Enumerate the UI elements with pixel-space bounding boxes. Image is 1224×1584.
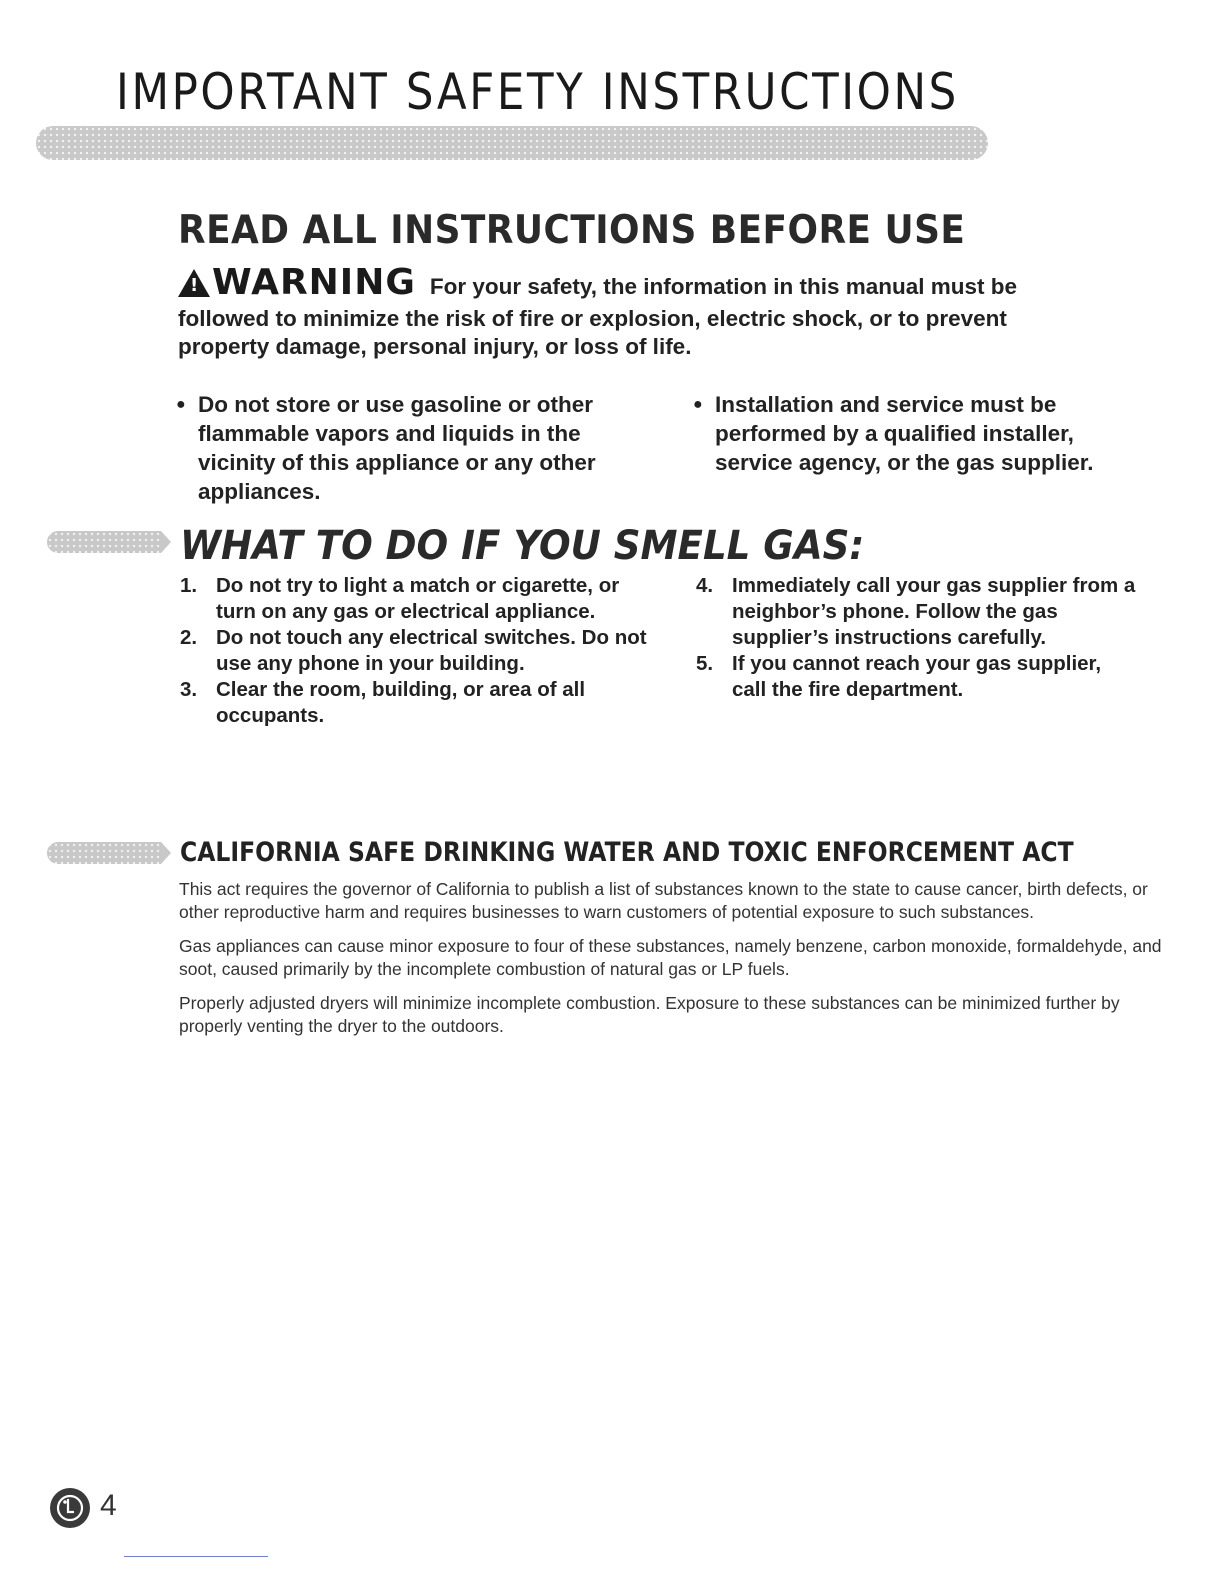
step-text: Do not try to light a match or cigarette, or turn on any gas or electrical appliance.: [216, 574, 620, 623]
warning-line: [178, 262, 1078, 303]
step-text: Immediately call your gas supplier from a neighbor’s phone. Follow the gas supplier’s instructions carefully.: [732, 574, 1136, 649]
lg-logo-icon: [50, 1488, 90, 1528]
warning-triangle-icon: [178, 269, 210, 297]
bullet-dot-icon: ●: [176, 396, 186, 413]
list-item: [696, 651, 1136, 703]
page-number: 4: [100, 1489, 117, 1522]
california-body: [179, 878, 1169, 1049]
list-item: [180, 625, 660, 677]
california-section-marker-icon: [47, 842, 161, 864]
footer-divider: [124, 1556, 268, 1557]
bullet-list-right: [693, 390, 1133, 477]
paragraph: Properly adjusted dryers will minimize incomplete combustion. Exposure to these substances can be minimized further by properly venting the dryer to the outdoors.: [179, 993, 1120, 1036]
list-item: [180, 677, 660, 729]
step-text: Clear the room, building, or area of all occupants.: [216, 678, 586, 727]
step-number: 3.: [180, 678, 198, 701]
list-item: [696, 573, 1136, 651]
paragraph: Gas appliances can cause minor exposure to four of these substances, namely benzene, carbon monoxide, formaldehyde, and soot, caused primarily by the incomplete combustion of natural gas or LP fuels.: [179, 936, 1162, 979]
bullet-text: Do not store or use gasoline or other flammable vapors and liquids in the vicinity of this appliance or any other appliances.: [198, 392, 596, 504]
bullet-text: Installation and service must be performed by a qualified installer, service agency, or the gas supplier.: [715, 392, 1094, 475]
list-item: [180, 573, 660, 625]
step-number: 2.: [180, 626, 198, 649]
bullet-dot-icon: ●: [693, 396, 703, 413]
warning-text-rest: followed to minimize the risk of fire or explosion, electric shock, or to prevent property damage, personal injury, or loss of life.: [178, 306, 1007, 359]
list-item: [693, 390, 1133, 477]
step-number: 4.: [696, 574, 714, 597]
gas-steps-right: [696, 573, 1136, 703]
warning-label: WARNING: [212, 262, 416, 303]
california-section-heading: CALIFORNIA SAFE DRINKING WATER AND TOXIC ENFORCEMENT ACT: [180, 837, 1074, 868]
bullet-list-left: [176, 390, 646, 506]
header-divider-bar: [36, 126, 988, 160]
warning-text-first: For your safety, the information in this manual must be: [429, 274, 1018, 299]
step-number: 1.: [180, 574, 198, 597]
page-title: IMPORTANT SAFETY INSTRUCTIONS: [116, 63, 959, 121]
gas-section-marker-icon: [47, 531, 161, 553]
step-text: If you cannot reach your gas supplier, call the fire department.: [732, 652, 1102, 701]
gas-section-heading: WHAT TO DO IF YOU SMELL GAS:: [180, 523, 865, 569]
warning-block: [178, 262, 1078, 361]
paragraph: This act requires the governor of California to publish a list of substances known to the state to cause cancer, birth defects, or other reproductive harm and requires businesses to warn customers of potential exposure to such substances.: [179, 879, 1148, 922]
list-item: [176, 390, 646, 506]
step-number: 5.: [696, 652, 714, 675]
read-all-heading: READ ALL INSTRUCTIONS BEFORE USE: [178, 208, 966, 253]
step-text: Do not touch any electrical switches. Do not use any phone in your building.: [216, 626, 647, 675]
gas-steps-left: [180, 573, 660, 729]
